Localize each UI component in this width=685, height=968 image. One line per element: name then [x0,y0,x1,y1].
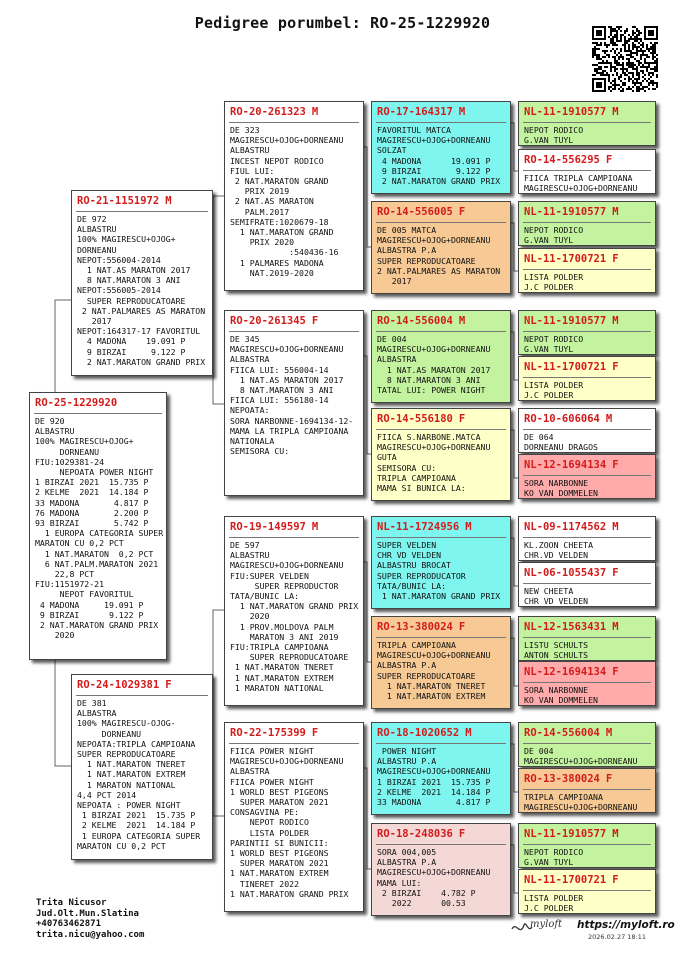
pigeon-ring-id [524,828,650,840]
ring-number: NL-11-1700721 [524,361,607,373]
pigeon-ring-id [377,621,505,633]
card-divider [76,695,208,696]
pigeon-ring-id [524,666,650,678]
card-divider [376,743,506,744]
pigeon-description: KL.ZOON CHEETA CHR.VD VELDEN [524,540,594,561]
connector-sire-gs [213,196,224,280]
pigeon-description: DE 345 MAGIRESCU+OJOG+DORNEANU ALBASTRA FIICA LUI: 556004-14 1 NAT.AS MARATON 2017 8 NAT.MARATON 3 ANI FIICA LUI: 556180-14 NEPOATA: SORA NARBONNE-1694134-12- MAMA LA TRIPLA CAMPIOANA NATIONALA SEMISORA CU: [230,334,354,457]
connector-gggp-4 [511,538,518,586]
pigeon-ring-id [377,828,505,840]
pigeon-card [518,661,656,706]
card-divider [229,122,359,123]
pigeon-sex: M [605,413,613,425]
card-divider [376,537,506,538]
pigeon-ring-id [377,727,505,739]
pigeon-description: DE 323 MAGIRESCU+OJOG+DORNEANU ALBASTRU INCEST NEPOT RODICO FIUL LUI: 2 NAT.MARATON GRAND PRIX 2019 2 NAT.AS MARATON PALM.2017 SEMIFRATE:1020679-18 1 NAT.MARATON GRAND PRIX 2020 :540436-16 1 PALMARES MADONA NAT.2019-2020 [230,125,344,278]
pigeon-card [518,869,656,914]
card-divider [76,211,208,212]
pigeon-card [518,823,656,868]
pigeon-description: FIICA TRIPLA CAMPIOANA MAGIRESCU+OJOG+DORNEANU [524,173,638,194]
site-url[interactable]: https://myloft.ro [577,919,675,931]
card-divider [376,637,506,638]
pigeon-sex: M [458,315,466,327]
ring-number: RO-18-1020652 [377,727,460,739]
pigeon-sex: F [311,315,319,327]
pigeon-sex: M [605,727,613,739]
pigeon-description: DE 597 ALBASTRU MAGIRESCU+OJOG+DORNEANU FIU:SUPER VELDEN SUPER REPRODUCTOR TATA/BUNIC LA: 1 NAT.MARATON GRAND PRIX 2020 1 PROV.MOLDOVA PALM MARATON 3 ANI 2019 FIU:TRIPLA CAMPIOANA SUPER REPRODUCATOARE 1 NAT.MARATON TNERET 1 NAT.MARATON EXTREM 1 MARATON NATIONAL [230,540,359,693]
pigeon-description: LISTA POLDER J.C POLDER [524,893,584,914]
card-divider [523,682,651,683]
connector-dam-gs [213,610,224,760]
pigeon-sex: M [311,106,319,118]
pigeon-card [518,722,656,767]
breeder-email: trita.nicu@yahoo.com [36,929,145,940]
pigeon-description: SORA 004,005 ALBASTRA P.A MAGIRESCU+OJOG+DORNEANU MAMA LUI: 2 BIRZAI 4.782 P 2022 00.53 [377,847,491,909]
ring-number: NL-12-1694134 [524,666,607,678]
pigeon-ring-id [524,567,650,579]
ring-number: NL-11-1700721 [524,253,607,265]
pigeon-ring-id [524,773,650,785]
ring-number: NL-09-1174562 [524,521,607,533]
pigeon-sex: F [458,828,466,840]
pigeon-description: FAVORITUL MATCA MAGIRESCU+OJOG+DORNEANU SOLZAT 4 MADONA 19.091 P 9 BIRZAI 9.122 P 2 NAT.MARATON GRAND PRIX [377,125,501,187]
ring-number: NL-12-1694134 [524,459,607,471]
pigeon-card [224,722,364,912]
pigeon-ring-id [524,315,650,327]
breeder-location: Jud.Olt.Mun.Slatina [36,908,139,919]
pigeon-ring-id [377,206,505,218]
pigeon-ring-id [524,253,650,265]
pigeon-description: LISTA POLDER J.C POLDER [524,272,584,293]
pigeon-card [518,310,656,355]
pigeon-card [224,310,364,496]
pigeon-sex: M [612,621,619,633]
pigeon-card [371,101,511,194]
ring-number: RO-13-380024 [377,621,453,633]
pigeon-sex: F [605,773,613,785]
ring-number: NL-11-1724956 [377,521,460,533]
card-divider [523,429,651,430]
pigeon-sex: F [458,413,466,425]
card-divider [523,122,651,123]
card-divider [523,583,651,584]
ring-number: NL-11-1910577 [524,315,607,327]
pigeon-sex: F [612,253,619,265]
pigeon-card [518,149,656,194]
pigeon-description: TRIPLA CAMPIOANA MAGIRESCU+OJOG+DORNEANU [524,792,638,813]
pigeon-card [371,201,511,294]
breeder-contact [36,898,144,940]
pigeon-sex: F [612,874,619,886]
pigeon-description: SORA NARBONNE KO VAN DOMMELEN [524,685,598,706]
pigeon-ring-id [230,727,358,739]
pigeon-ring-id [377,521,505,533]
card-divider [523,637,651,638]
ring-number: NL-11-1910577 [524,106,607,118]
ring-number: NL-11-1910577 [524,828,607,840]
connector-ggp-0 [364,147,371,247]
card-divider [34,413,162,414]
card-divider [523,269,651,270]
pigeon-sex: F [612,361,619,373]
pigeon-ring-id [524,727,650,739]
pigeon-ring-id [524,621,650,633]
pigeon-card [371,823,511,916]
pigeon-sex: F [612,567,619,579]
pigeon-card [371,722,511,815]
ring-number: RO-24-1029381 [77,679,160,691]
card-divider [229,537,359,538]
pigeon-sex: M [165,195,172,207]
pigeon-card [224,101,364,291]
pigeon-ring-id [524,413,650,425]
card-divider [523,743,651,744]
pigeon-sex: M [465,521,472,533]
pigeon-ring-id [77,679,207,691]
card-divider [523,475,651,476]
card-divider [229,743,359,744]
breeder-phone: +40763462871 [36,919,102,929]
ring-number: RO-14-556004 [377,315,453,327]
pigeon-description: FIICA S.NARBONE.MATCA MAGIRESCU+OJOG+DORNEANU GUTA SEMISORA CU: TRIPLA CAMPIOANA MAMA SI BUNICA LA: [377,432,491,494]
pigeon-description: DE 005 MATCA MAGIRESCU+OJOG+DORNEANU ALBASTRA P.A SUPER REPRODUCATOARE 2 NAT.PALMARES AS MARATON 2017 [377,225,501,287]
pigeon-card [371,408,511,501]
pigeon-card [518,101,656,146]
pigeon-sex: F [612,459,619,471]
card-divider [523,170,651,171]
pigeon-description: LISTA POLDER J.C POLDER [524,380,584,401]
ring-number: RO-20-261323 [230,106,306,118]
pigeon-card [518,356,656,401]
pigeon-sex: F [311,727,319,739]
pigeon-sex: M [465,727,472,739]
pigeon-sex: M [612,106,619,118]
pigeon-description: FIICA POWER NIGHT MAGIRESCU+OJOG+DORNEANU ALBASTRA FIICA POWER NIGHT 1 WORLD BEST PIGEONS SUPER MARATON 2021 CONSAGVINA PE: NEPOT RODICO LISTA POLDER PARINTII SI BUNICII: 1 WORLD BEST PIGEONS SUPER MARATON 2021 1 NAT.MARATON EXTREM TINERET 2022 1 NAT.MARATON GRAND PRIX [230,746,349,899]
card-divider [376,122,506,123]
ring-number: NL-11-1910577 [524,206,607,218]
pigeon-ring-id [524,361,650,373]
card-divider [523,789,651,790]
pigeon-sex: M [458,106,466,118]
card-divider [523,377,651,378]
pigeon-sex: F [612,666,619,678]
pigeon-description: NEPOT RODICO G.VAN TUYL [524,334,584,355]
connector-gggp-1 [511,223,518,271]
pigeon-description: DE 920 ALBASTRU 100% MAGIRESCU+OJOG+ DORNEANU FIU:1029381-24 NEPOATA POWER NIGHT 1 BIRZAI 2021 15.735 P 2 KELME 2021 14.184 P 33 MADONA 4.817 P 76 MADONA 2.200 P 93 BIRZAI 5.742 P 1 EUROPA CATEGORIA SUPER MARATON CU 0,2 PCT 1 NAT.MARATON 0,2 PCT 6 NAT.PALM.MARATON 2021 22,8 PCT FIU:1151972-21 NEPOT FAVORITUL 4 MADONA 19.091 P 9 BIRZAI 9.122 P 2 NAT.MARATON GRAND PRIX 2020 [35,416,164,641]
ring-number: NL-06-1055437 [524,567,607,579]
ring-number: RO-17-164317 [377,106,453,118]
ring-number: RO-14-556295 [524,154,600,166]
pigeon-description: SORA NARBONNE KO VAN DOMMELEN [524,478,598,499]
connector-gggp-0 [511,123,518,171]
pigeon-card [518,248,656,293]
pigeon-ring-id [35,397,161,409]
pigeon-ring-id [230,521,358,533]
pigeon-ring-id [77,195,207,207]
pigeon-ring-id [377,106,505,118]
pigeon-card [371,310,511,403]
ring-number: RO-25-1229920 [35,397,118,409]
pigeon-description: NEW CHEETA CHR VD VELDEN [524,586,589,607]
pigeon-description: DE 972 ALBASTRU 100% MAGIRESCU+OJOG+ DORNEANU NEPOT:556004-2014 1 NAT.AS MARATON 2017 8 NAT.MARATON 3 ANI NEPOT:556005-2014 SUPER REPRODUCATOARE 2 NAT.PALMARES AS MARATON 2017 NEPOT:164317-17 FAVORITUL 4 MADONA 19.091 P 9 BIRZAI 9.122 P 2 NAT.MARATON GRAND PRIX [77,214,206,367]
pigeon-sex: M [311,521,319,533]
pigeon-description: DE 004 MAGIRESCU+OJOG+DORNEANU [524,746,638,767]
ring-number: RO-14-556004 [524,727,600,739]
pigeon-card [518,562,656,607]
ring-number: NL-12-1563431 [524,621,607,633]
connector-sire-gd [213,280,224,404]
pigeon-description: NEPOT RODICO G.VAN TUYL [524,225,584,246]
pigeon-sex: M [612,315,619,327]
card-divider [376,844,506,845]
pigeon-sex: M [612,206,619,218]
pigeon-card [518,454,656,499]
ring-number: RO-10-606064 [524,413,600,425]
connector-dam-gd [213,760,224,816]
pigeon-card [518,408,656,453]
connector-ggp-3 [364,768,371,869]
pigeon-description: LISTU SCHULTS ANTON SCHULTS [524,640,589,661]
ring-number: RO-19-149597 [230,521,306,533]
connector-root-sire [55,300,71,392]
connector-ggp-1 [364,356,371,454]
pigeon-card [518,768,656,813]
pigeon-card [29,392,167,660]
breeder-name: Trita Nicusor [36,898,107,908]
pigeon-sex: F [165,679,172,691]
card-divider [376,222,506,223]
pigeon-description: SUPER VELDEN CHR VD VELDEN ALBASTRU BROCAT SUPER REPRODUCATOR TATA/BUNIC LA: 1 NAT.MARATON GRAND PRIX [377,540,501,602]
pigeon-description: DE 381 ALBASTRA 100% MAGIRESCU-OJOG- DORNEANU NEPOATA:TRIPLA CAMPIOANA SUPER REPRODUCATOARE 1 NAT.MARATON TNERET 1 NAT.MARATON EXTREM 1 MARATON NATIONAL 4,4 PCT 2014 NEPOATA : POWER NIGHT 1 BIRZAI 2021 15.735 P 2 KELME 2021 14.184 P 1 EUROPA CATEGORIA SUPER MARATON CU 0,2 PCT [77,698,201,851]
connector-gggp-6 [511,744,518,792]
connector-ggp-2 [364,562,371,662]
ring-number: RO-14-556005 [377,206,453,218]
pigeon-ring-id [230,315,358,327]
pigeon-ring-id [377,413,505,425]
pigeon-description: DE 064 DORNEANU DRAGOS [524,432,598,453]
pigeon-card [518,616,656,661]
pigeon-card [371,616,511,709]
pigeon-sex: M [612,828,619,840]
pigeon-card [71,674,213,860]
pigeon-card [518,516,656,561]
pigeon-sex: M [612,521,619,533]
card-divider [523,890,651,891]
connector-root-dam [55,660,71,766]
connector-gggp-2 [511,332,518,380]
pigeon-ring-id [524,106,650,118]
pigeon-ring-id [524,459,650,471]
pigeon-ring-id [524,874,650,886]
print-timestamp: 2026.02.27 18:11 [588,933,647,941]
pigeon-card [371,516,511,609]
card-divider [523,537,651,538]
pigeon-description: DE 004 MAGIRESCU+OJOG+DORNEANU ALBASTRA 1 NAT.AS MARATON 2017 8 NAT.MARATON 3 ANI TATAL LUI: POWER NIGHT [377,334,491,396]
page-title: Pedigree porumbel: RO-25-1229920 [194,14,491,32]
connector-gggp-7 [511,845,518,893]
connector-gggp-3 [511,430,518,478]
card-divider [523,222,651,223]
card-divider [229,331,359,332]
pigeon-description: NEPOT RODICO G.VAN TUYL [524,847,584,868]
pigeon-sex: F [605,154,613,166]
ring-number: RO-21-1151972 [77,195,160,207]
pigeon-description: TRIPLA CAMPIOANA MAGIRESCU+OJOG+DORNEANU ALBASTRA P.A SUPER REPRODUCATOARE 1 NAT.MARATON TNERET 1 NAT.MARATON EXTREM [377,640,491,702]
card-divider [523,331,651,332]
card-divider [376,429,506,430]
card-divider [523,844,651,845]
pigeon-ring-id [524,521,650,533]
pigeon-ring-id [377,315,505,327]
connector-gggp-5 [511,638,518,686]
pigeon-card [224,516,364,706]
pigeon-ring-id [230,106,358,118]
pigeon-card [71,190,213,376]
pigeon-description: NEPOT RODICO G.VAN TUYL [524,125,584,146]
ring-number: NL-11-1700721 [524,874,607,886]
card-divider [376,331,506,332]
brand-name: myloft [530,919,563,930]
ring-number: RO-18-248036 [377,828,453,840]
ring-number: RO-20-261345 [230,315,306,327]
pigeon-description: POWER NIGHT ALBASTRU P.A MAGIRESCU+OJOG+DORNEANU 1 BIRZAI 2021 15.735 P 2 KELME 2021 14.184 P 33 MADONA 4.817 P [377,746,491,808]
pigeon-sex: F [458,621,466,633]
ring-number: RO-14-556180 [377,413,453,425]
pigeon-ring-id [524,154,650,166]
ring-number: RO-22-175399 [230,727,306,739]
pigeon-card [518,201,656,246]
ring-number: RO-13-380024 [524,773,600,785]
pigeon-sex: F [458,206,466,218]
pigeon-ring-id [524,206,650,218]
